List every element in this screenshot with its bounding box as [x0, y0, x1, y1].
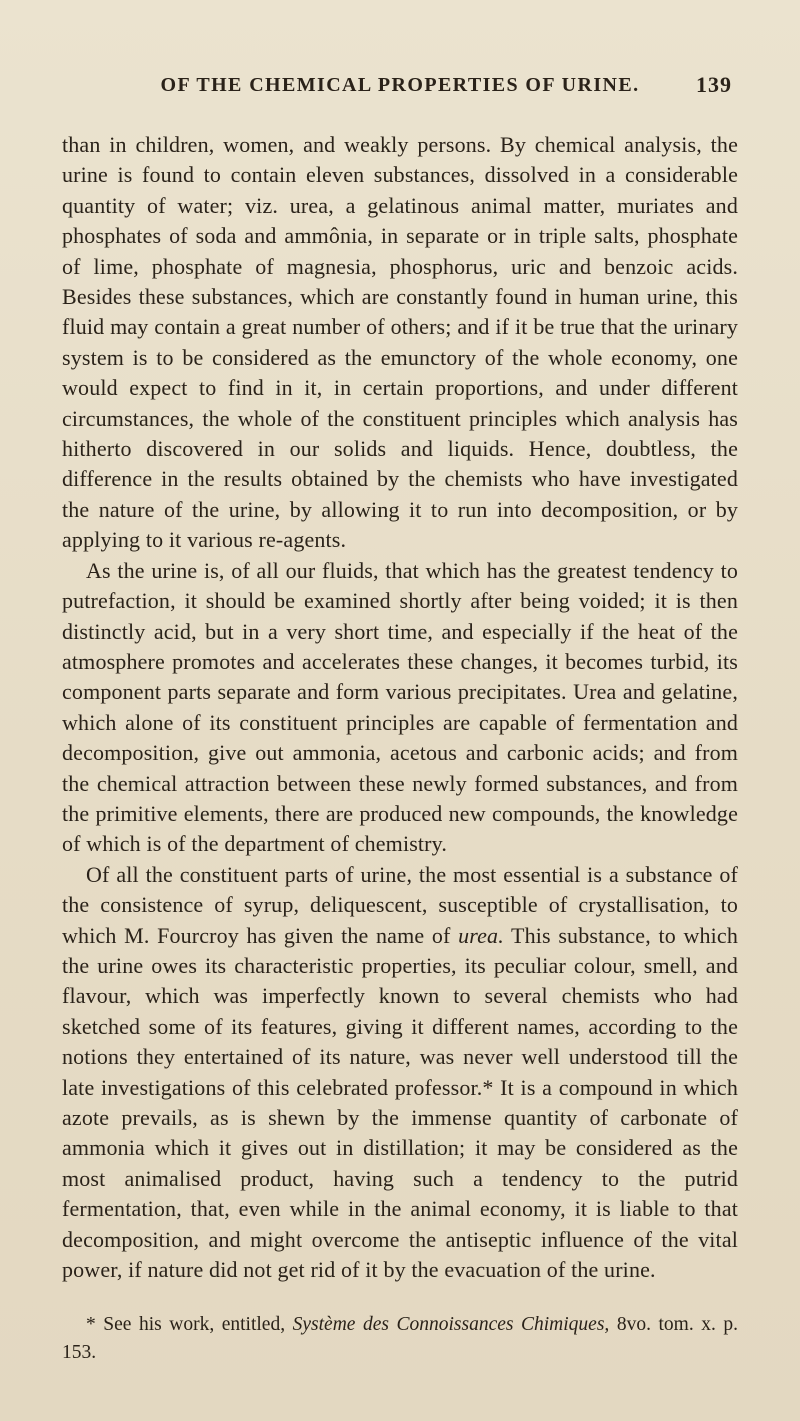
paragraph-2: As the urine is, of all our fluids, that which has the greatest tendency to putrefaction, it should be examined shortly after being voided; it is then distinctly acid, but in a very short time, and especially if the heat of the atmosphere promotes and accelerates these changes, it becomes turbid, its component parts separate and form various precipitates. Urea and gelatine, which alone of its constituent principles are capable of fermentation and decomposition, give out ammonia, acetous and carbonic acids; and from the chemical attraction between these newly formed substances, and from the primitive elements, there are produced new compounds, the knowledge of which is of the department of chemistry. [62, 557, 738, 857]
page-header [62, 70, 738, 104]
page-number: 139 [696, 72, 732, 97]
footnote-text [62, 1311, 738, 1367]
paragraph-3-part-1: Of all the constituent parts of urine, the most essential is a substance of the consistence of syrup, deliquescent, susceptible of crystallisation, to which M. Fourcroy has given the name of [62, 861, 738, 948]
paragraph-3-italic-term: urea. [458, 922, 504, 948]
paragraph-1: than in children, women, and weakly persons. By chemical analysis, the urine is found to contain eleven substances, dissolved in a considerable quantity of water; viz. urea, a gelatinous animal matter, muriates and phosphates of soda and ammônia, in separate or in triple salts, phosphate of lime, phosphate of magnesia, phosphorus, uric and benzoic acids. Besides these substances, which are constantly found in human urine, this fluid may contain a great number of others; and if it be true that the urinary system is to be considered as the emunctory of the whole economy, one would expect to find in it, in certain proportions, and under different circumstances, the whole of the constituent principles which analysis has hitherto discovered in our solids and liquids. Hence, doubtless, the difference in the results obtained by the chemists who have investigated the nature of the urine, by allowing it to run into decomposition, or by applying to it various re-agents. [62, 132, 738, 553]
footnote-citation: 8vo. tom. x. p. 153. [62, 1314, 739, 1364]
footnote-title: Système des Connoissances Chimiques, [292, 1314, 610, 1336]
main-text [62, 130, 738, 1285]
running-head: OF THE CHEMICAL PROPERTIES OF URINE. [160, 74, 640, 96]
footnote-lead: * See his work, entitled, [86, 1314, 293, 1336]
footnote [62, 1311, 738, 1367]
paragraph-3-part-2: This substance, to which the urine owes its characteristic properties, its peculiar colour, smell, and flavour, which was imperfectly known to several chemists who had sketched some of its features, giving it different names, according to the notions they entertained of its nature, was never well understood till the late investigations of this celebrated professor.* It is a compound in which azote prevails, as is shewn by the immense quantity of carbonate of ammonia which it gives out in distillation; it may be considered as the most animalised product, having such a tendency to the putrid fermentation, that, even while in the animal economy, it is liable to that decomposition, and might overcome the antiseptic influence of the vital power, if nature did not get rid of it by the evacuation of the urine. [62, 922, 738, 1283]
paragraph-3 [62, 860, 738, 1286]
